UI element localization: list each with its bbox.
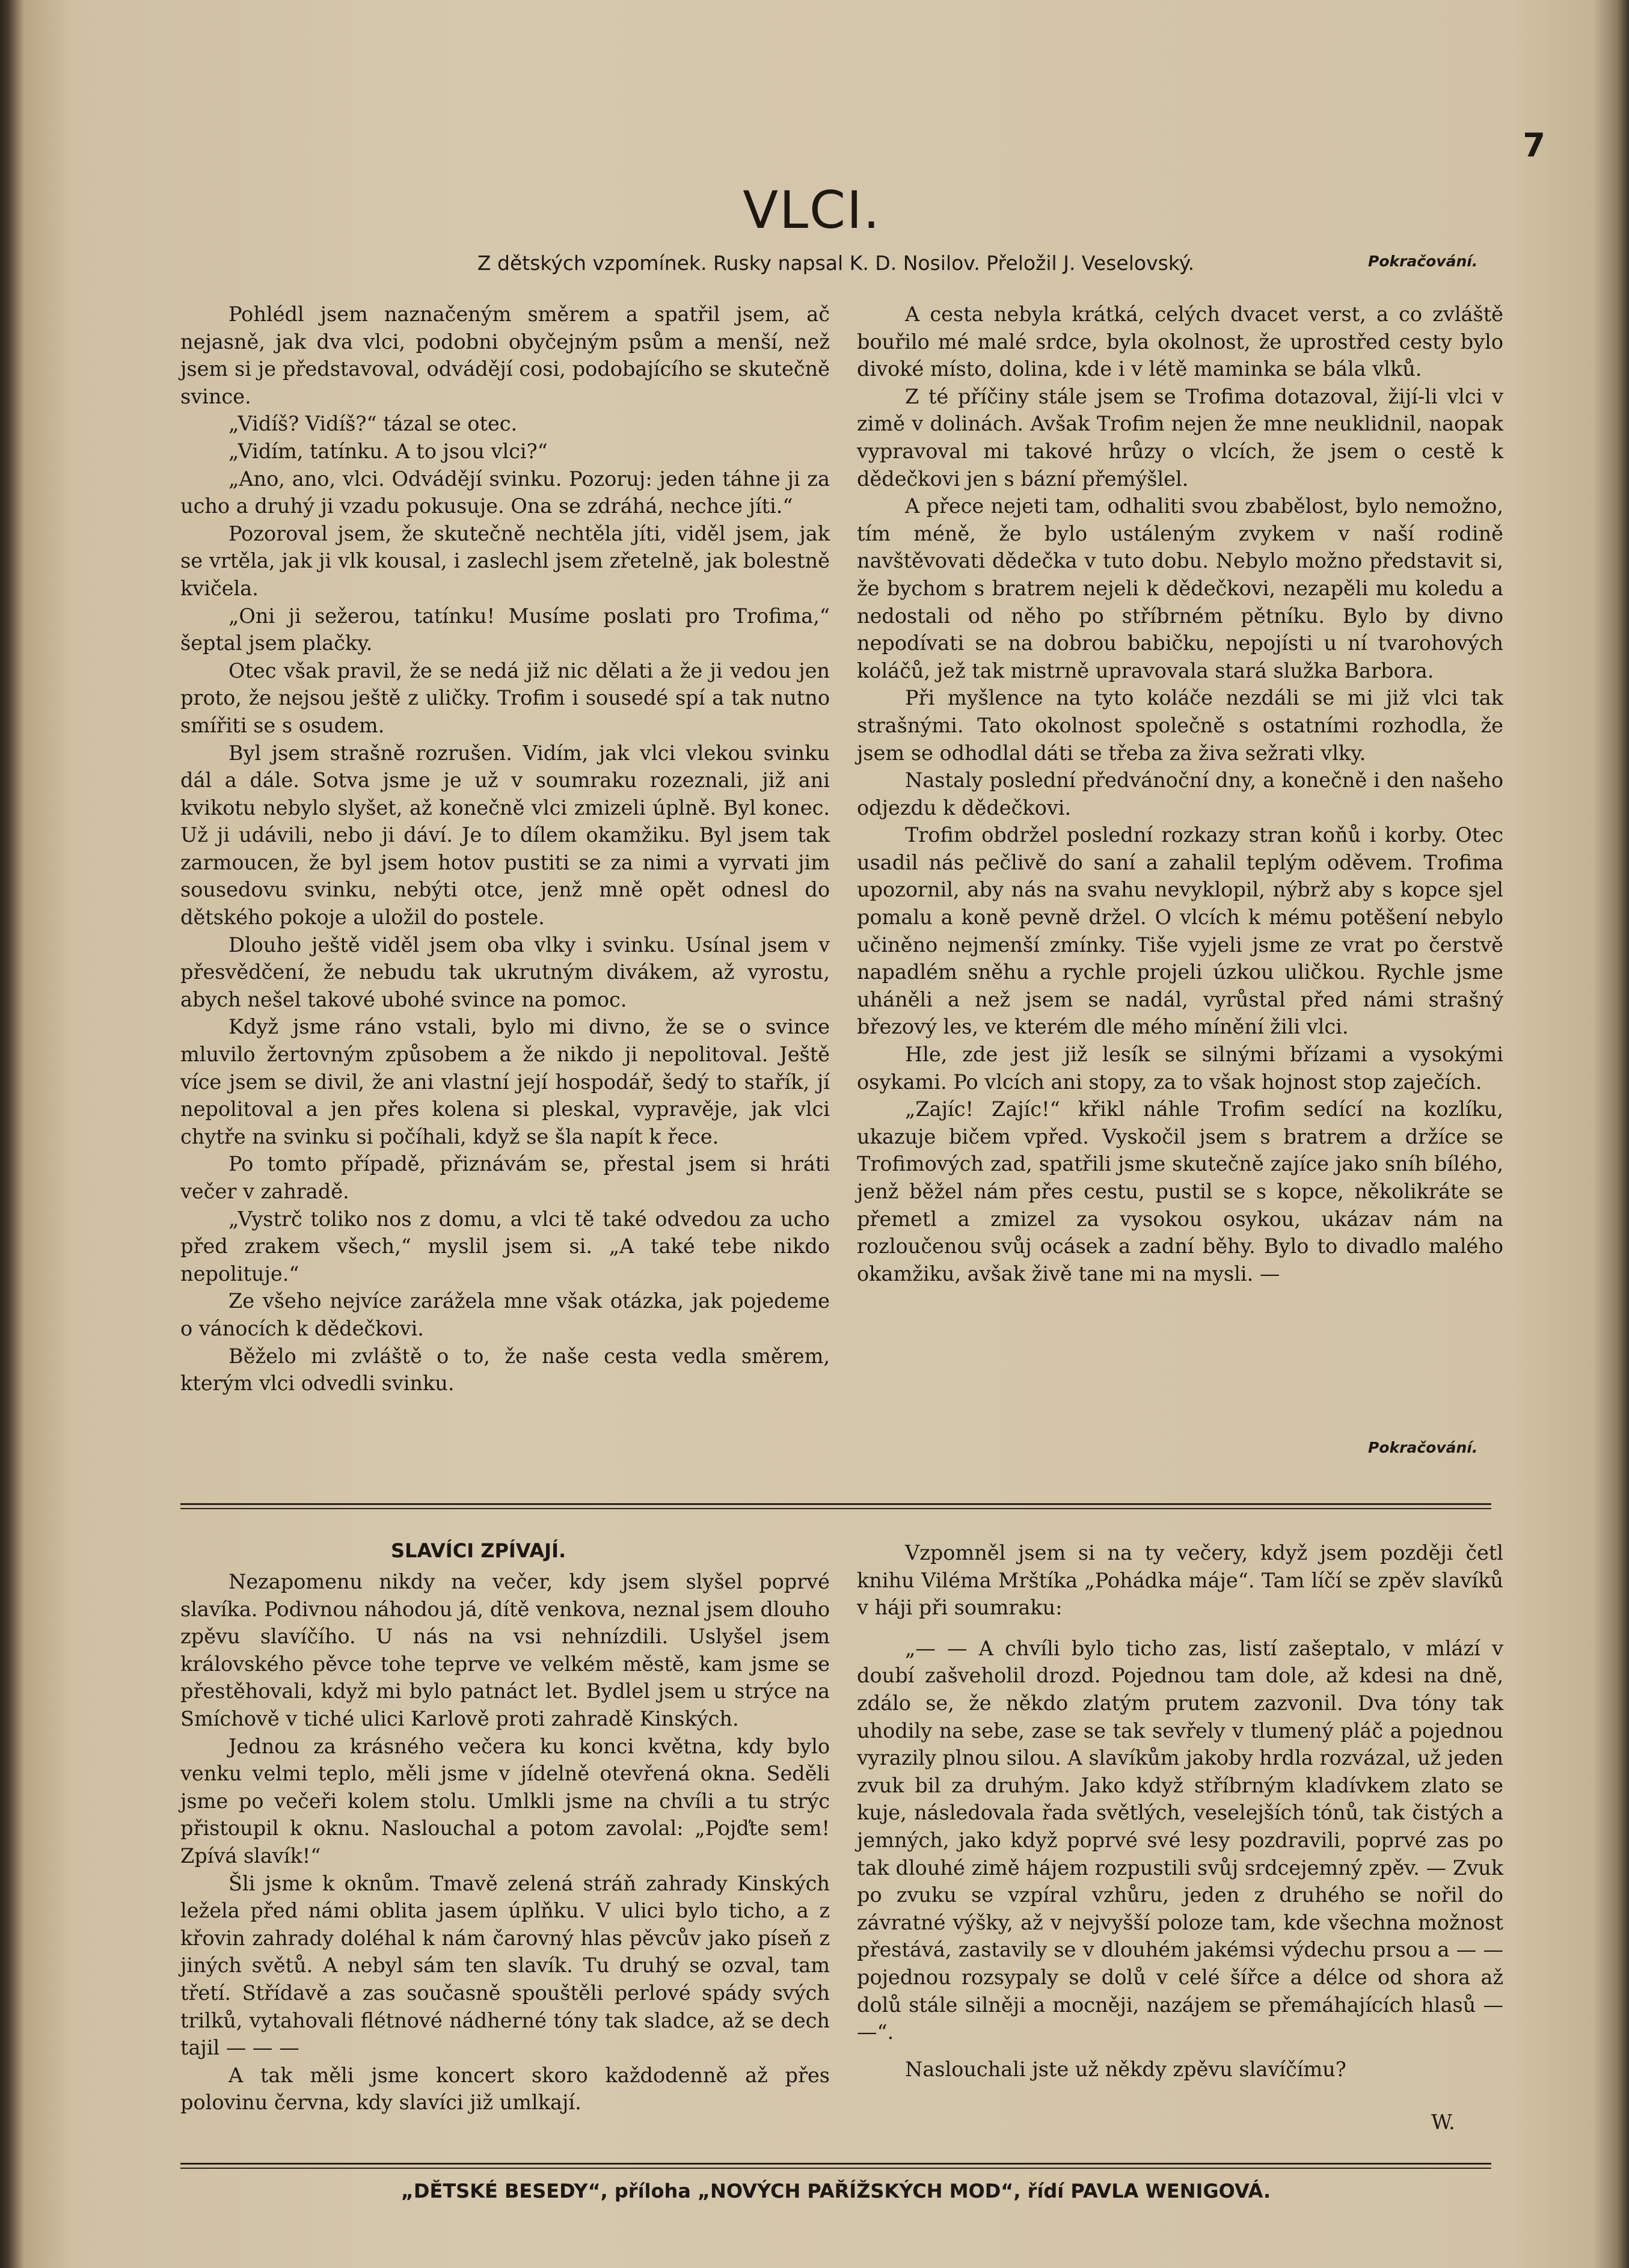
section-right-column — [857, 1539, 1503, 2083]
paragraph: A přece nejeti tam, odhaliti svou zbabělost, bylo nemožno, tím méně, že bylo ustáleným zvykem v naší rodině navštěvovati dědečka v tuto dobu. Nebylo možno představit si, že bychom s bratrem nejeli k dědečkovi, nezapěli mu koledu a nedostali od něho po stříbrném pětníku. Bylo by divno nepodívati se na dobrou babičku, nepojísti u ní tvarohových koláčů, jež tak mistrně upravovala stará služka Barbora. — [857, 494, 1503, 682]
paragraph: Když jsme ráno vstali, bylo mi divno, že se o svince mluvilo žertovným způsobem a že nikdo ji nepolitoval. Ještě více jsem se divil, že ani vlastní její hospodář, šedý to stařík, jí nepolitoval a jen přes kolena si pleskal, vypravěje, jak vlci chytře na svinku si počíhali, když se šla napít k řece. — [180, 1015, 830, 1148]
paragraph: Trofim obdržel poslední rozkazy stran koňů i korby. Otec usadil nás pečlivě do saní a zahalil teplým oděvem. Trofima upozornil, aby nás na svahu nevyklopil, nýbrž aby s kopce sjel pomalu a koně pevně držel. O vlcích k mému potěšení nebylo učiněno nejmenší zmínky. Tiše vyjeli jsme ze vrat po čerstvě napadlém sněhu a rychle projeli úzkou uličkou. Rychle jsme uháněli a než jsem se nadál, vyrůstal před námi strašný březový les, ve kterém dle mého mínění žili vlci. — [857, 823, 1503, 1039]
article-title: VLCI. — [743, 180, 881, 241]
paragraph: „Zajíc! Zajíc!“ křikl náhle Trofim sedící na kozlíku, ukazuje bičem vpřed. Vyskočil jsem s bratrem a držíce se Trofimových zad, spatřili jsme skutečně zajíce jako sníh bílého, jenž běžel nám přes cestu, pustil se s kopce, několikráte se přemetl a zmizel za vysokou osykou, ukázav nám na rozloučenou svůj ocásek a zadní běhy. Bylo to divadlo malého okamžiku, avšak živě tane mi na mysli. — — [857, 1097, 1503, 1286]
paragraph: Hle, zde jest již lesík se silnými břízami a vysokými osykami. Po vlcích ani stopy, za to však hojnost stop zaječích. — [857, 1043, 1503, 1094]
paragraph: „Ano, ano, vlci. Odvádějí svinku. Pozoruj: jeden táhne ji za ucho a druhý ji vzadu pokusuje. Ona se zdráhá, nechce jíti.“ — [180, 467, 830, 518]
section-title: SLAVÍCI ZPÍVAJÍ. — [391, 1539, 566, 1562]
paragraph: Vzpomněl jsem si na ty večery, když jsem později četl knihu Viléma Mrštíka „Pohádka máje“. Tam líčí se zpěv slavíků v háji při soumraku: — [857, 1541, 1503, 1620]
paragraph: Po tomto případě, přiznávám se, přestal jsem si hráti večer v zahradě. — [180, 1152, 830, 1203]
paragraph: „Vidím, tatínku. A to jsou vlci?“ — [229, 439, 548, 463]
paragraph: „Oni ji sežerou, tatínku! Musíme poslati pro Trofima,“ šeptal jsem plačky. — [180, 604, 830, 655]
page-number: 7 — [1523, 126, 1545, 164]
paragraph: Nastaly poslední předvánoční dny, a konečně i den našeho odjezdu k dědečkovi. — [857, 768, 1503, 820]
paragraph: Nezapomenu nikdy na večer, kdy jsem slyšel poprvé slavíka. Podivnou náhodou já, dítě venkova, neznal jsem dlouho zpěvu slavíčího. U nás na vsi nehnízdili. Uslyšel jsem královského pěvce tohe teprve ve velkém městě, kam jsme se přestěhovali, když mi bylo patnáct let. Bydlel jsem u strýce na Smíchově v tiché ulici Karlově proti zahradě Kinských. — [180, 1570, 830, 1730]
paragraph: Naslouchali jste už někdy zpěvu slavíčímu? — [905, 2057, 1346, 2081]
footer-credit: „DĚTSKÉ BESEDY“, příloha „NOVÝCH PAŘÍŽSKÝCH MOD“, řídí PAVLA WENIGOVÁ. — [400, 2180, 1271, 2202]
footer-divider — [180, 2163, 1491, 2165]
paragraph: „Vidíš? Vidíš?“ tázal se otec. — [229, 412, 518, 436]
paragraph: „Vystrč toliko nos z domu, a vlci tě také odvedou za ucho před zrakem všech,“ myslil jsem si. „A také tebe nikdo nepolituje.“ — [180, 1207, 830, 1286]
paragraph: Při myšlence na tyto koláče nezdáli se mi již vlci tak strašnými. Tato okolnost společně s ostatními rozhodla, že jsem se odhodlal dáti se třeba za živa sežrati vlky. — [857, 686, 1503, 765]
section-left-column — [180, 1568, 830, 2116]
article-right-column — [857, 301, 1503, 1287]
paragraph: Pohlédl jsem naznačeným směrem a spatřil jsem, ač nejasně, jak dva vlci, podobni obyčejným psům a menší, než jsem si je představoval, odvádějí cosi, podobajícího se skutečně svince. — [180, 302, 830, 408]
section-divider-thin — [180, 1508, 1491, 1509]
paragraph: Dlouho ještě viděl jsem oba vlky i svinku. Usínal jsem v přesvědčení, že nebudu tak ukrutným divákem, až vyrostu, abych nešel takové ubohé svince na pomoc. — [180, 933, 830, 1011]
paragraph: Pozoroval jsem, že skutečně nechtěla jíti, viděl jsem, jak se vrtěla, jak ji vlk kousal, i zaslechl jsem zřetelně, jak bolestně kvičela. — [180, 521, 830, 600]
paragraph: Byl jsem strašně rozrušen. Vidím, jak vlci vlekou svinku dál a dále. Sotva jsme je už v soumraku rozeznali, již ani kvikotu nebylo slyšet, až konečně vlci zmizeli úplně. Byl konec. Už ji udávili, nebo ji dáví. Je to dílem okamžiku. Byl jsem tak zarmoucen, že byl jsem hotov pustiti se za nimi a vyrvati jim sousedovu svinku, nebýti otce, jenž mně opět odnesl do dětského pokoje a uložil do postele. — [180, 741, 830, 930]
author-signature: W. — [1431, 2110, 1455, 2135]
paragraph: A tak měli jsme koncert skoro každodenně až přes polovinu června, kdy slavíci již umlkají. — [180, 2063, 830, 2115]
footer-divider-thin — [180, 2168, 1491, 2169]
paragraph: Šli jsme k oknům. Tmavě zelená stráň zahrady Kinských ležela před námi oblita jasem úplňku. V ulici bylo ticho, a z křovin zahrady doléhal k nám čarovný hlas pěvcův jako píseň z jiných světů. A nebyl sám ten slavík. Tu druhý se ozval, tam třetí. Střídavě a zas současně spouštěli perlové spády svých trilků, vytahovali flétnové nádherné tóny tak sladce, až se dech tajil — — — — [180, 1871, 830, 2060]
paragraph: Jednou za krásného večera ku konci května, kdy bylo venku velmi teplo, měli jsme v jídelně otevřená okna. Seděli jsme po večeři kolem stolu. Umlkli jsme na chvíli a tu strýc přistoupil k oknu. Naslouchal a potom zavolal: „Pojďte sem! Zpívá slavík!“ — [180, 1734, 830, 1868]
quote-paragraph: „— — A chvíli bylo ticho zas, listí zašeptalo, v mlází v doubí zašveholil drozd. Pojednou tam dole, až kdesi na dně, zdálo se, že někdo zlatým prutem zazvonil. Dva tóny tak uhodily na sebe, zase se tak sevřely v tlumený pláč a pojednou vyrazily plnou silou. A slavíkům jakoby hrdla rozvázal, už jeden zvuk bil za druhým. Jako když stříbrným kladívkem zlato se kuje, následovala řada světlých, veselejších tónů, tak čistých a jemných, jako když poprvé své lesy pozdravili, poprvé zas po tak dlouhé zimě hájem rozpustili svůj srdcejemný zpěv. — Zvuk po zvuku se vzpíral vzhůru, jeden z druhého se nořil do závratné výšky, až v nejvyšší poloze tam, kde všechna možnost přestává, zastavily se v dlouhém jakémsi výdechu prsou a — —pojednou rozsypaly se dolů v celé šířce a délce od shora až dolů stále silněji a mocněji, nazájem se přemáhajících hlasů — —“. — [857, 1636, 1503, 2044]
article-subtitle: Z dětských vzpomínek. Rusky napsal K. D. Nosilov. Přeložil J. Veselovský. — [477, 251, 1195, 275]
continuation-note-top: Pokračování. — [1368, 253, 1478, 270]
section-divider — [180, 1503, 1491, 1505]
paragraph: Z té příčiny stále jsem se Trofima dotazoval, žijí-li vlci v zimě v dolinách. Avšak Trofim nejen že mne neuklidnil, naopak vypravoval mi takové hrůzy o vlcích, že jsem o cestě k dědečkovi jen s bázní přemýšlel. — [857, 384, 1503, 491]
continuation-note-bottom: Pokračování. — [1368, 1439, 1478, 1456]
article-left-column — [180, 301, 830, 1397]
paragraph: Ze všeho nejvíce zarážela mne však otázka, jak pojedeme o vánocích k dědečkovi. — [180, 1289, 830, 1340]
paragraph: Otec však pravil, že se nedá již nic dělati a že ji vedou jen proto, že nejsou ještě z uličky. Trofim i sousedé spí a tak nutno smířiti se s osudem. — [180, 658, 830, 737]
paragraph: Běželo mi zvláště o to, že naše cesta vedla směrem, kterým vlci odvedli svinku. — [180, 1344, 830, 1396]
paragraph: A cesta nebyla krátká, celých dvacet verst, a co zvláště bouřilo mé malé srdce, byla okolnost, že uprostřed cesty bylo divoké místo, dolina, kde i v létě maminka se bála vlků. — [857, 302, 1503, 381]
